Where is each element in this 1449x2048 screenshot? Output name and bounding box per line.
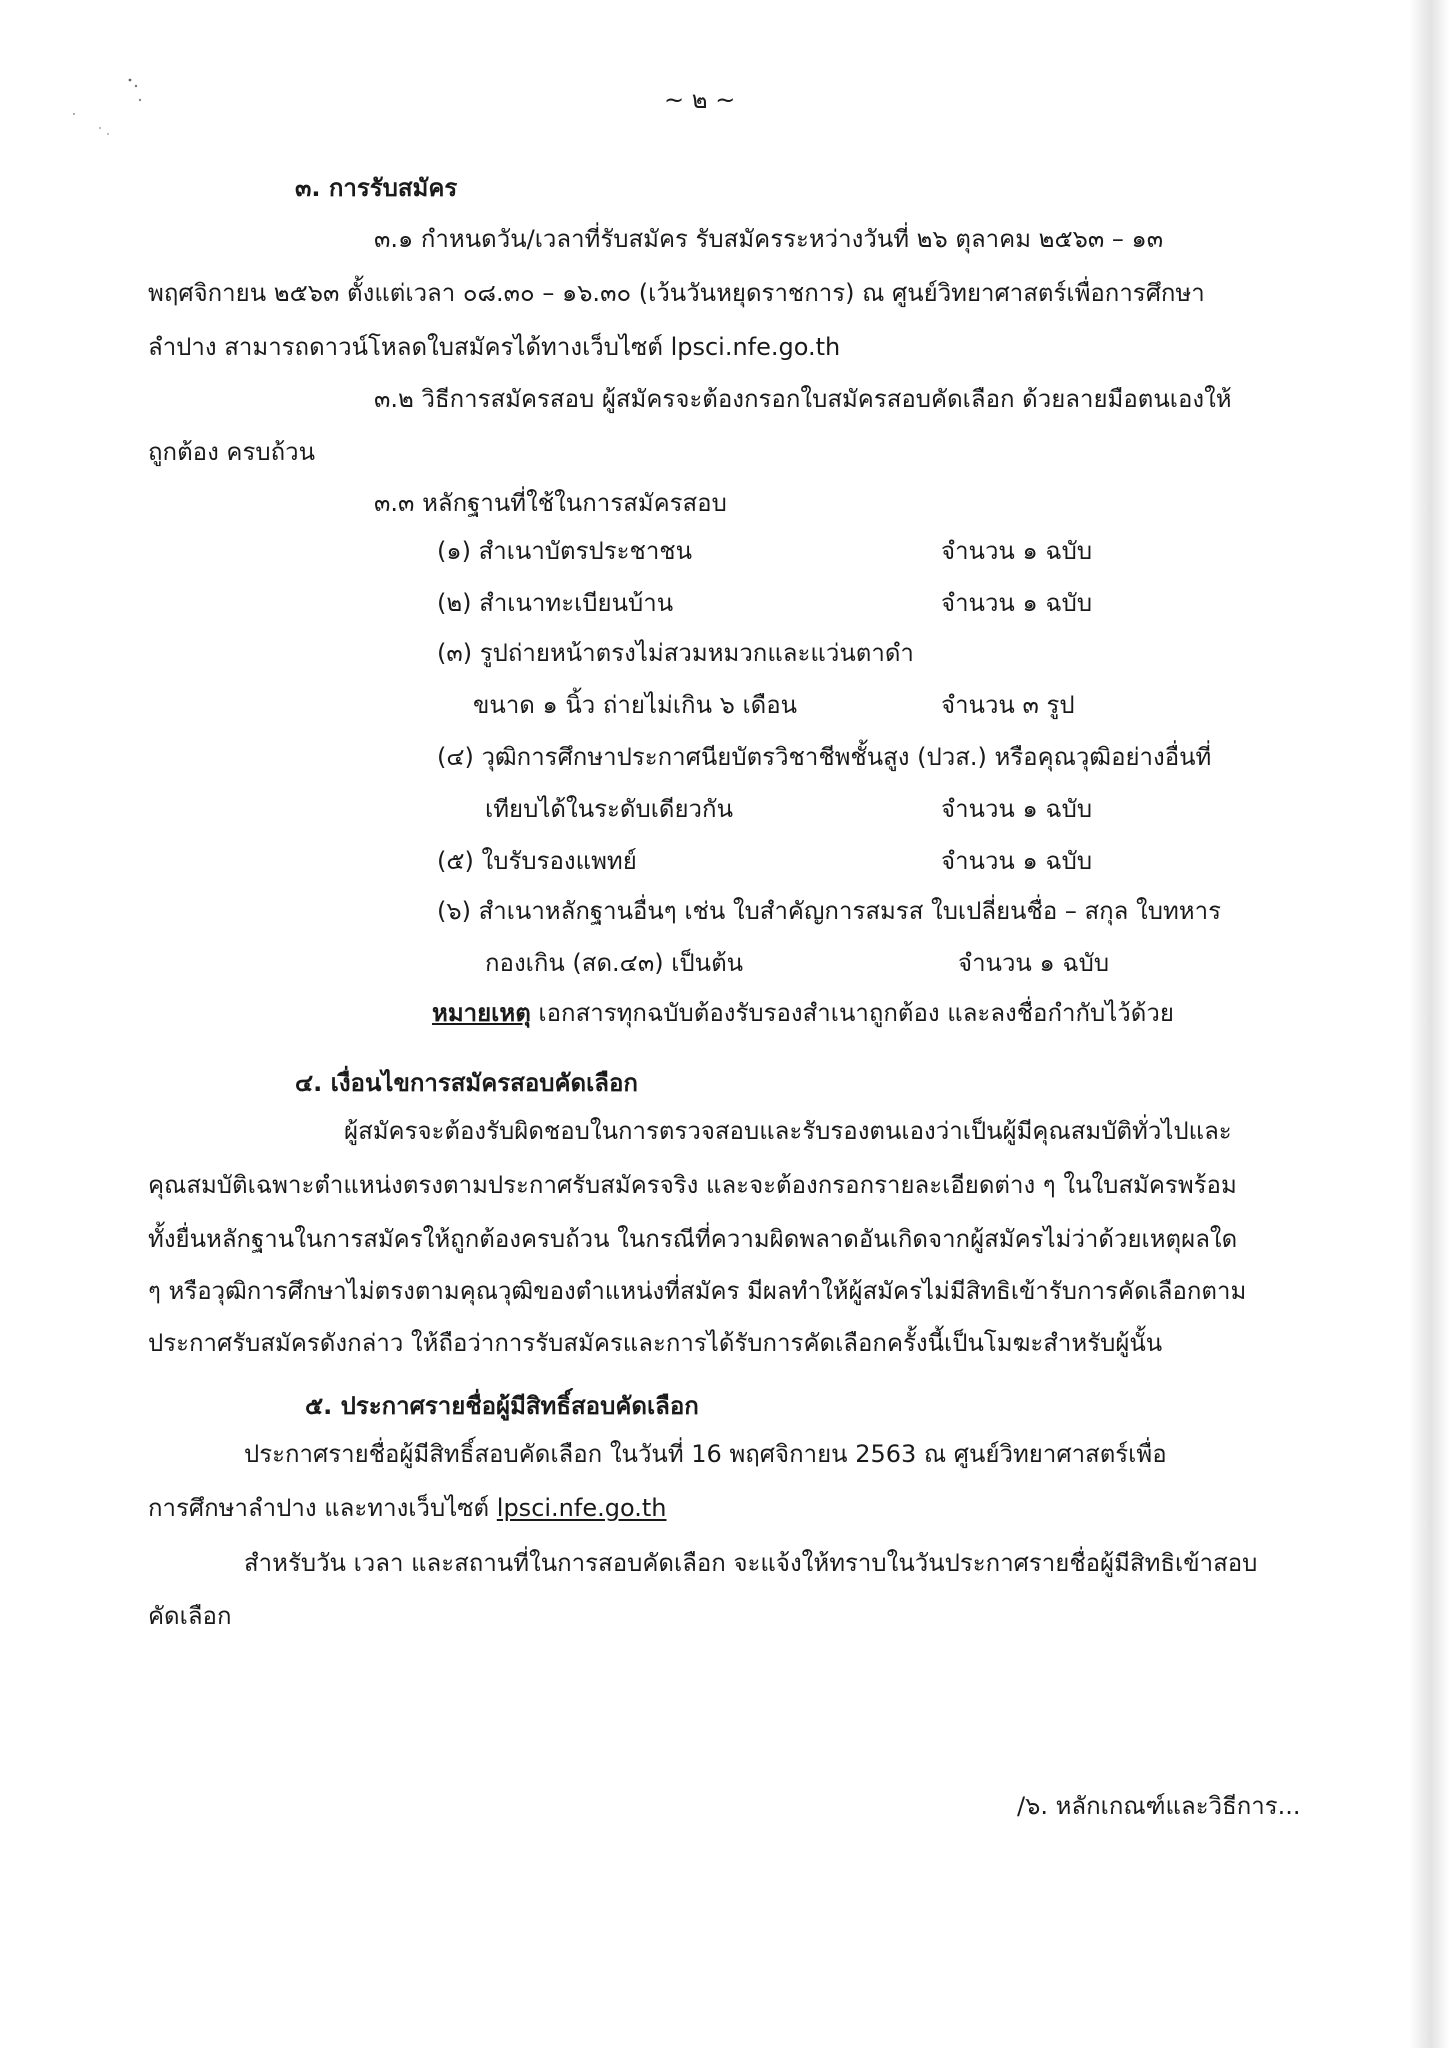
s4-line-3: ทั้งยื่นหลักฐานในการสมัครให้ถูกต้องครบถ้วน ในกรณีที่ความผิดพลาดอันเกิดจากผู้สมัครไม่ว่าด้วยเหตุผลใด	[148, 1225, 1238, 1253]
page-number: ~ ๒ ~	[664, 86, 736, 114]
document-item-2-qty: จำนวน ๑ ฉบับ	[941, 589, 1093, 617]
s4-line-1: ผู้สมัครจะต้องรับผิดชอบในการตรวจสอบและรับรองตนเองว่าเป็นผู้มีคุณสมบัติทั่วไปและ	[344, 1117, 1232, 1145]
s5-line-1: ประกาศรายชื่อผู้มีสิทธิ์สอบคัดเลือก ในวันที่ 16 พฤศจิกายน 2563 ณ ศูนย์วิทยาศาสตร์เพื่อ	[244, 1440, 1167, 1468]
s5-line-2-text: การศึกษาลำปาง และทางเว็บไซต์	[148, 1494, 497, 1522]
section-3-heading: ๓. การรับสมัคร	[295, 174, 458, 202]
s5-line-2	[148, 1492, 666, 1524]
s3-p33-heading: ๓.๓ หลักฐานที่ใช้ในการสมัครสอบ	[374, 489, 727, 517]
s4-line-2: คุณสมบัติเฉพาะตำแหน่งตรงตามประกาศรับสมัครจริง และจะต้องกรอกรายละเอียดต่าง ๆ ในใบสมัครพร้อม	[148, 1171, 1237, 1199]
s3-p31-line3: ลำปาง สามารถดาวน์โหลดใบสมัครได้ทางเว็บไซต์ lpsci.nfe.go.th	[148, 333, 841, 361]
document-item-5-label: (๕) ใบรับรองแพทย์	[437, 847, 637, 875]
document-item-4-cont: เทียบได้ในระดับเดียวกัน	[485, 795, 733, 823]
scan-edge-shadow	[1409, 0, 1449, 2048]
document-item-1-label: (๑) สำเนาบัตรประชาชน	[437, 537, 692, 565]
document-item-6-qty: จำนวน ๑ ฉบับ	[958, 949, 1110, 977]
continuation-note: /๖. หลักเกณฑ์และวิธีการ...	[1017, 1792, 1301, 1820]
s3-p32-line2: ถูกต้อง ครบถ้วน	[148, 438, 316, 466]
document-item-3-qty: จำนวน ๓ รูป	[941, 691, 1075, 719]
document-item-6-cont: กองเกิน (สด.๔๓) เป็นต้น	[485, 949, 744, 977]
s3-p31-line1: ๓.๑ กำหนดวัน/เวลาที่รับสมัคร รับสมัครระหว่างวันที่ ๒๖ ตุลาคม ๒๕๖๓ – ๑๓	[374, 225, 1164, 253]
document-item-6-label: (๖) สำเนาหลักฐานอื่นๆ เช่น ใบสำคัญการสมรส ใบเปลี่ยนชื่อ – สกุล ใบทหาร	[437, 897, 1221, 925]
s3-p32-line1: ๓.๒ วิธีการสมัครสอบ ผู้สมัครจะต้องกรอกใบสมัครสอบคัดเลือก ด้วยลายมือตนเองให้	[374, 385, 1232, 413]
s4-line-5: ประกาศรับสมัครดังกล่าว ให้ถือว่าการรับสมัครและการได้รับการคัดเลือกครั้งนี้เป็นโมฆะสำหรับผู้นั้น	[148, 1329, 1163, 1357]
s5-line-3: สำหรับวัน เวลา และสถานที่ในการสอบคัดเลือก จะแจ้งให้ทราบในวันประกาศรายชื่อผู้มีสิทธิเข้าสอบ	[244, 1549, 1258, 1577]
s4-line-4: ๆ หรือวุฒิการศึกษาไม่ตรงตามคุณวุฒิของตำแหน่งที่สมัคร มีผลทำให้ผู้สมัครไม่มีสิทธิเข้ารับการคัดเลือกตาม	[148, 1277, 1247, 1305]
document-item-3-label: (๓) รูปถ่ายหน้าตรงไม่สวมหมวกและแว่นตาดำ	[437, 639, 914, 667]
s5-line-4: คัดเลือก	[148, 1602, 232, 1630]
document-item-3-cont: ขนาด ๑ นิ้ว ถ่ายไม่เกิน ๖ เดือน	[473, 691, 798, 719]
section-3-note	[432, 997, 1174, 1029]
document-item-4-label: (๔) วุฒิการศึกษาประกาศนียบัตรวิชาชีพชั้นสูง (ปวส.) หรือคุณวุฒิอย่างอื่นที่	[437, 743, 1212, 771]
section-4-heading: ๔. เงื่อนไขการสมัครสอบคัดเลือก	[295, 1069, 638, 1097]
scan-specks	[40, 70, 150, 150]
note-label: หมายเหตุ	[432, 999, 531, 1027]
website-link[interactable]: lpsci.nfe.go.th	[496, 1494, 667, 1522]
section-5-heading: ๕. ประกาศรายชื่อผู้มีสิทธิ์สอบคัดเลือก	[305, 1392, 699, 1420]
document-item-2-label: (๒) สำเนาทะเบียนบ้าน	[437, 589, 674, 617]
document-item-5-qty: จำนวน ๑ ฉบับ	[941, 847, 1093, 875]
document-item-1-qty: จำนวน ๑ ฉบับ	[941, 537, 1093, 565]
s3-p31-line2: พฤศจิกายน ๒๕๖๓ ตั้งแต่เวลา ๐๘.๓๐ – ๑๖.๓๐ (เว้นวันหยุดราชการ) ณ ศูนย์วิทยาศาสตร์เพื่อการศึกษา	[148, 279, 1205, 307]
note-text: เอกสารทุกฉบับต้องรับรองสำเนาถูกต้อง และลงชื่อกำกับไว้ด้วย	[530, 999, 1174, 1027]
document-item-4-qty: จำนวน ๑ ฉบับ	[941, 795, 1093, 823]
